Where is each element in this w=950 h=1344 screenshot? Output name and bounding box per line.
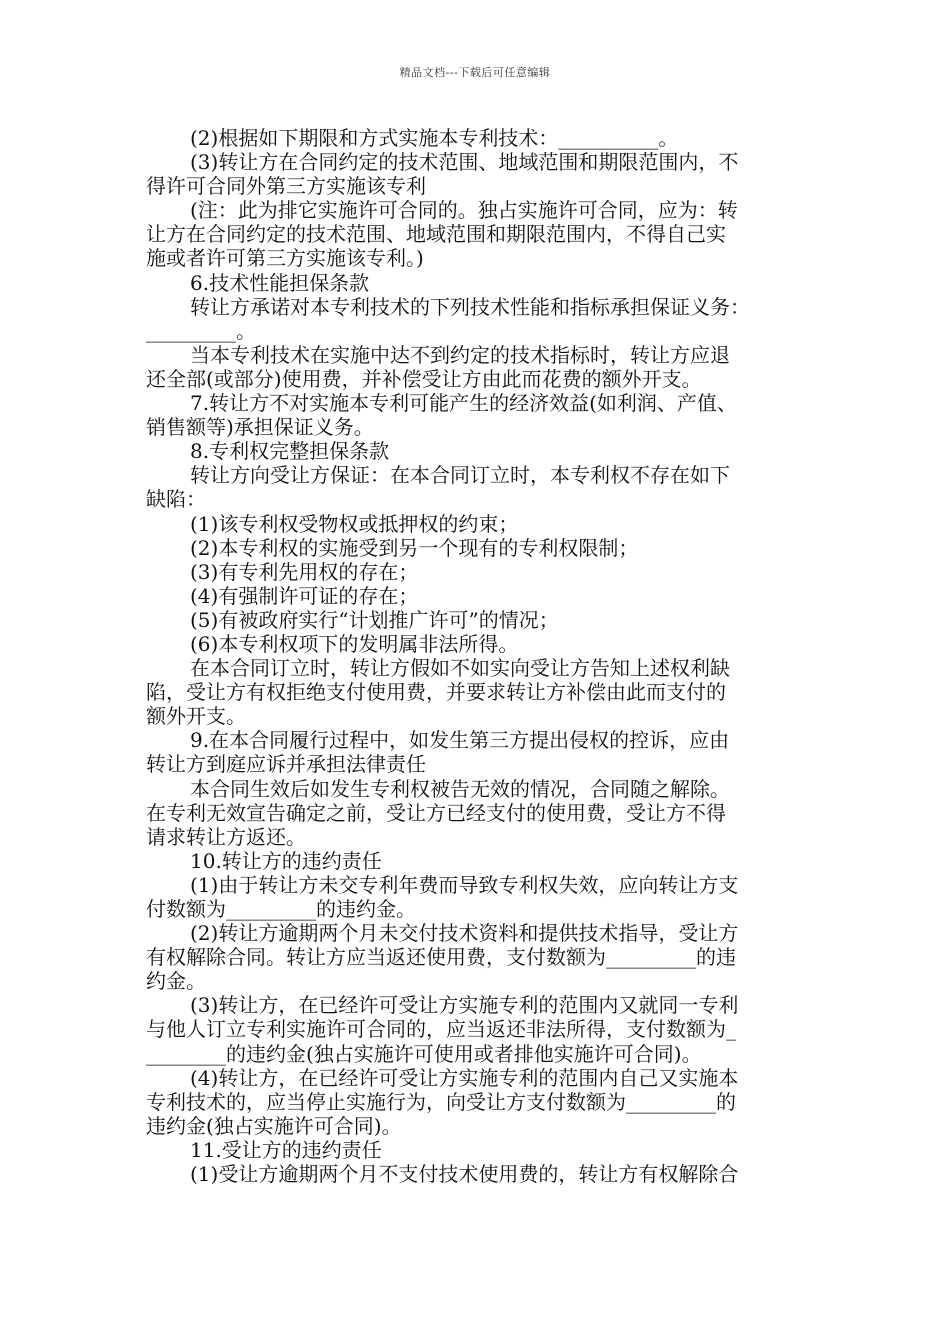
text-line: 额外开支。 — [146, 704, 246, 729]
text-line: 转让方向受让方保证：在本合同订立时，本专利权不存在如下 — [190, 463, 730, 488]
text-line: (5)有被政府实行“计划推广许可”的情况； — [190, 607, 559, 632]
text-line: 9.在本合同履行过程中，如发生第三方提出侵权的控诉，应由 — [190, 728, 730, 753]
text-line: (1)该专利权受物权或抵押权的约束； — [190, 511, 519, 536]
text-line: 10.转让方的违约责任 — [190, 848, 382, 873]
text-line: (6)本专利权项下的发明属非法所得。 — [190, 631, 519, 656]
text-line: (2)根据如下期限和方式实施本专利技术：__________。 — [190, 126, 679, 150]
text-line: 在专利无效宣告确定之前，受让方已经支付的使用费，受让方不得 — [146, 800, 726, 825]
text-line: (2)转让方逾期两个月未交付技术资料和提供技术指导，受让方 — [190, 921, 739, 946]
text-line: (3)转让方在合同约定的技术范围、地域范围和期限范围内，不 — [190, 150, 739, 175]
text-line: 销售额等)承担保证义务。 — [146, 415, 374, 440]
text-line: 8.专利权完整担保条款 — [190, 439, 390, 464]
text-line: 转让方到庭应诉并承担法律责任 — [146, 752, 426, 777]
text-line: 缺陷： — [146, 487, 206, 512]
text-line: 本合同生效后如发生专利权被告无效的情况，合同随之解除。 — [190, 776, 730, 801]
text-line: (2)本专利权的实施受到另一个现有的专利权限制； — [190, 535, 639, 560]
text-line: (3)转让方，在已经许可受让方实施专利的范围内又就同一专利 — [190, 993, 739, 1018]
page-header: 精品文档---下载后可任意编辑 — [399, 66, 551, 79]
text-line: 让方在合同约定的技术范围、地域范围和期限范围内，不得自己实 — [146, 222, 726, 247]
text-line: (4)转让方，在已经许可受让方实施专利的范围内自己又实施本 — [190, 1065, 739, 1090]
text-line: _________。 — [146, 318, 256, 343]
text-line: 当本专利技术在实施中达不到约定的技术指标时，转让方应退 — [190, 342, 730, 367]
text-line: 得许可合同外第三方实施该专利 — [146, 174, 426, 199]
text-line: 违约金(独占实施许可合同)。 — [146, 1113, 402, 1138]
text-line: (注：此为排它实施许可合同的。独占实施许可合同，应为：转 — [190, 198, 738, 223]
text-line: 有权解除合同。转让方应当返还使用费，支付数额为_________的违 — [146, 945, 736, 970]
document-body — [146, 126, 806, 1186]
text-line: (4)有强制许可证的存在； — [190, 583, 419, 608]
text-line: 还全部(或部分)使用费，并补偿受让方由此而花费的额外开支。 — [146, 366, 702, 391]
text-line: (3)有专利先用权的存在； — [190, 559, 419, 584]
text-line: 在本合同订立时，转让方假如不如实向受让方告知上述权利缺 — [190, 656, 730, 681]
text-line: (1)由于转让方未交专利年费而导致专利权失效，应向转让方支 — [190, 872, 739, 897]
text-line: 7.转让方不对实施本专利可能产生的经济效益(如利润、产值、 — [190, 391, 737, 416]
text-line: 11.受让方的违约责任 — [190, 1137, 382, 1162]
text-line: ________的违约金(独占实施许可使用或者排他实施许可合同)。 — [146, 1041, 702, 1066]
text-line: 转让方承诺对本专利技术的下列技术性能和指标承担保证义务： — [190, 294, 750, 319]
text-line: 与他人订立专利实施许可合同的，应当返还非法所得，支付数额为_ — [146, 1017, 736, 1042]
text-line: 请求转让方返还。 — [146, 824, 306, 849]
text-line: 专利技术的，应当停止实施行为，向受让方支付数额为_________的 — [146, 1089, 736, 1114]
text-line: 陷，受让方有权拒绝支付使用费，并要求转让方补偿由此而支付的 — [146, 680, 726, 705]
text-line: 施或者许可第三方实施该专利。) — [146, 246, 424, 271]
text-line: 6.技术性能担保条款 — [190, 270, 370, 295]
text-line: 付数额为_________的违约金。 — [146, 897, 416, 921]
text-line: 约金。 — [146, 969, 206, 994]
text-line: (1)受让方逾期两个月不支付技术使用费的，转让方有权解除合 — [190, 1162, 739, 1187]
